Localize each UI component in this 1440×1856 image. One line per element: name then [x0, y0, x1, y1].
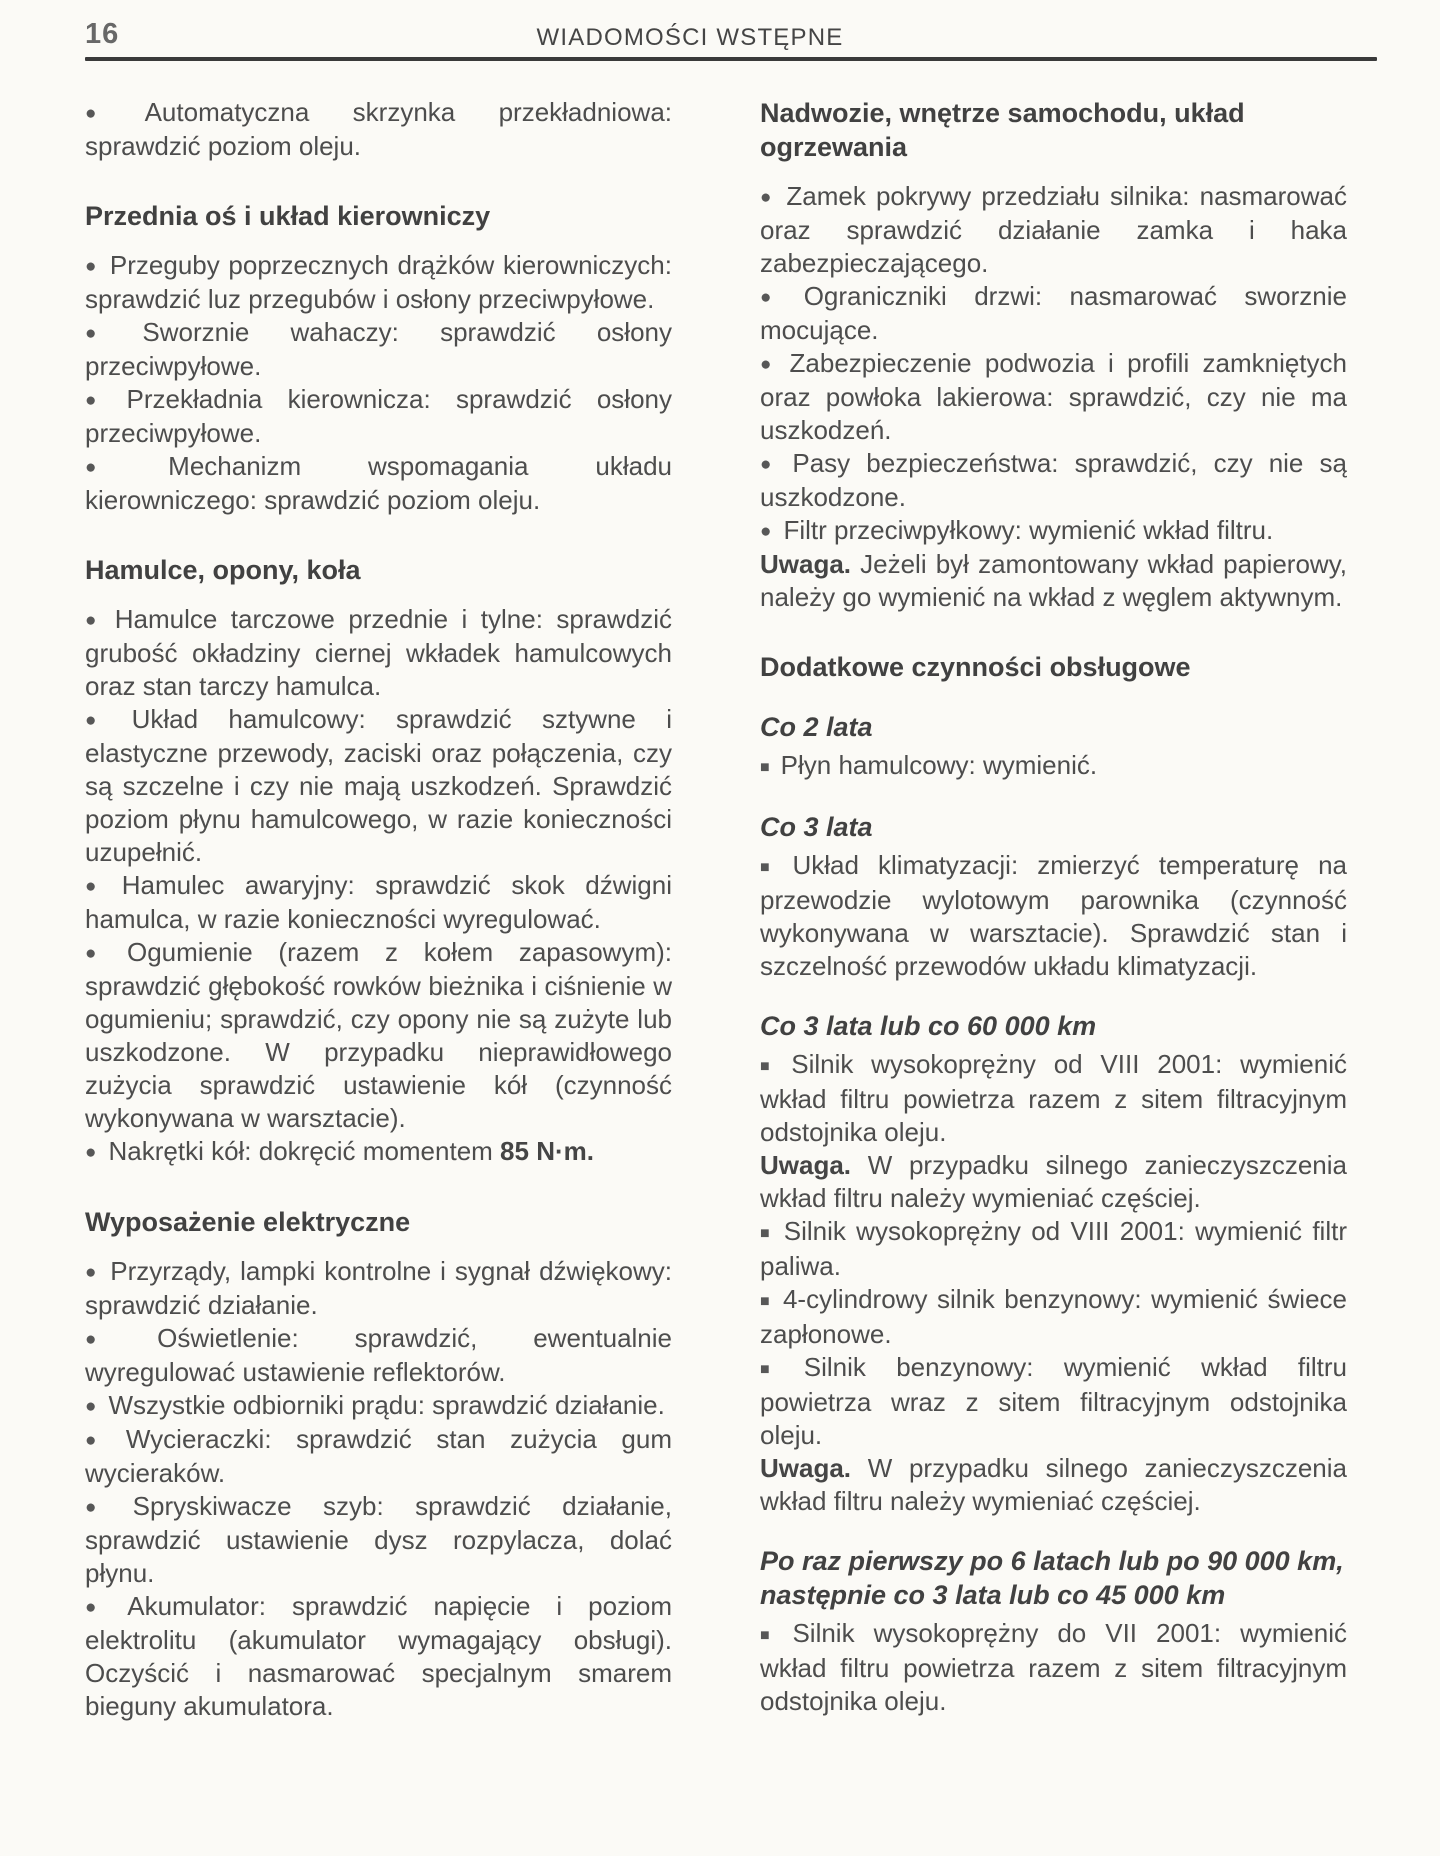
square-bullet-icon: ■ [760, 1627, 782, 1644]
bullet-text: Silnik wysokoprężny do VII 2001: wymienić wkład filtru powietrza razem z sitem filtracyjnym odstojnika oleju. [760, 1618, 1347, 1716]
note-paragraph [760, 1149, 1347, 1215]
bullet-text: Przyrządy, lampki kontrolne i sygnał dźwiękowy: sprawdzić działanie. [85, 1256, 672, 1320]
bullet-text: Zamek pokrywy przedziału silnika: nasmarować oraz sprawdzić działanie zamka i haka zabezpieczającego. [760, 181, 1347, 278]
bullet-text: Silnik wysokoprężny od VIII 2001: wymienić wkład filtru powietrza razem z sitem filtracyjnym odstojnika oleju. [760, 1049, 1348, 1147]
bullet-item [85, 316, 672, 383]
round-bullet-icon: ● [85, 610, 103, 631]
bullet-item [760, 447, 1347, 514]
note-text: Jeżeli był zamontowany wkład papierowy, należy go wymienić na wkład z węglem aktywnym. [760, 549, 1347, 612]
bullet-text: Płyn hamulcowy: wymienić. [780, 750, 1098, 780]
round-bullet-icon: ● [85, 457, 157, 478]
content-columns [85, 96, 1347, 1723]
bullet-item [85, 1389, 672, 1423]
subsection-heading: Po raz pierwszy po 6 latach lub po 90 000 km, następnie co 3 lata lub co 45 000 km [760, 1546, 1344, 1610]
note-text: W przypadku silnego zanieczyszczenia wkład filtru należy wymieniać częściej. [760, 1150, 1347, 1213]
bullet-text: Spryskiwacze szyb: sprawdzić działanie, sprawdzić ustawienie dysz rozpylacza, dolać płynu. [85, 1491, 672, 1588]
square-bullet-icon: ■ [760, 759, 770, 776]
bullet-text: Hamulce tarczowe przednie i tylne: sprawdzić grubość okładziny ciernej wkładek hamulcowych oraz stan tarczy hamulca. [85, 604, 672, 701]
bullet-text: Akumulator: sprawdzić napięcie i poziom elektrolitu (akumulator wymagający obsługi). Oczyścić i nasmarować specjalnym smarem bieguny akumulatora. [85, 1591, 672, 1721]
bullet-text: Mechanizm wspomagania układu kierowniczego: sprawdzić poziom oleju. [85, 451, 672, 515]
bullet-item [85, 1135, 672, 1169]
round-bullet-icon: ● [85, 256, 98, 277]
bullet-text: Ograniczniki drzwi: nasmarować sworznie mocujące. [760, 281, 1347, 345]
section-heading: Wyposażenie elektryczne [85, 1207, 411, 1237]
bullet-text: Filtr przeciwpyłkowy: wymienić wkład filtru. [783, 515, 1274, 545]
bullet-item [760, 1215, 1347, 1283]
section-heading: Hamulce, opony, koła [85, 555, 361, 585]
square-bullet-icon: ■ [760, 1058, 781, 1075]
header-rule [85, 57, 1377, 61]
subsection-heading: Co 3 lata lub co 60 000 km [760, 1011, 1097, 1041]
square-bullet-icon: ■ [760, 859, 782, 876]
column-left [85, 96, 672, 1723]
round-bullet-icon: ● [85, 1430, 114, 1451]
section-heading: Nadwozie, wnętrze samochodu, układ ogrzewania [760, 98, 1245, 162]
bullet-text: Wycieraczki: sprawdzić stan zużycia gum wycieraków. [85, 1424, 672, 1488]
column-right [760, 96, 1347, 1718]
square-bullet-icon: ■ [760, 1225, 773, 1242]
bullet-item [760, 849, 1347, 983]
bullet-text: Wszystkie odbiorniki prądu: sprawdzić działanie. [108, 1390, 665, 1420]
bullet-item [85, 249, 672, 316]
bullet-item [760, 1048, 1347, 1149]
square-bullet-icon: ■ [760, 1361, 793, 1378]
bullet-item [760, 514, 1347, 548]
round-bullet-icon: ● [85, 1262, 99, 1283]
bullet-text: Automatyczna skrzynka przekładniowa: sprawdzić poziom oleju. [85, 97, 673, 161]
bullet-item [760, 749, 1347, 784]
bullet-item [85, 96, 672, 163]
subsection-heading: Co 3 lata [760, 812, 873, 842]
bullet-text: 4-cylindrowy silnik benzynowy: wymienić świece zapłonowe. [760, 1284, 1347, 1349]
bullet-item [760, 347, 1347, 447]
round-bullet-icon: ● [85, 1497, 121, 1518]
note-lead: Uwaga. [760, 1453, 852, 1483]
round-bullet-icon: ● [85, 1597, 116, 1618]
round-bullet-icon: ● [85, 103, 133, 124]
round-bullet-icon: ● [85, 1396, 97, 1417]
round-bullet-icon: ● [85, 1329, 146, 1350]
round-bullet-icon: ● [760, 354, 778, 375]
bullet-item [85, 1255, 672, 1322]
bullet-text: Oświetlenie: sprawdzić, ewentualnie wyregulować ustawienie reflektorów. [85, 1323, 672, 1387]
bullet-text: Przekładnia kierownicza: sprawdzić osłony przeciwpyłowe. [85, 384, 672, 448]
bullet-text: Silnik wysokoprężny od VIII 2001: wymienić filtr paliwa. [760, 1216, 1347, 1281]
bullet-item [85, 1590, 672, 1723]
bullet-text: Przeguby poprzecznych drążków kierowniczych: sprawdzić luz przegubów i osłony przeciwpyłowe. [85, 250, 672, 314]
bullet-item [85, 603, 672, 703]
bullet-item [760, 280, 1347, 347]
bullet-text: Zabezpieczenie podwozia i profili zamkniętych oraz powłoka lakierowa: sprawdzić, czy nie ma uszkodzeń. [760, 348, 1347, 445]
round-bullet-icon: ● [85, 876, 110, 897]
note-lead: Uwaga. [760, 549, 852, 579]
bullet-text: Pasy bezpieczeństwa: sprawdzić, czy nie są uszkodzone. [760, 448, 1347, 512]
bullet-text: Hamulec awaryjny: sprawdzić skok dźwigni hamulca, w razie konieczności wyregulować. [85, 870, 673, 934]
bullet-item [760, 1351, 1347, 1452]
round-bullet-icon: ● [85, 710, 120, 731]
bullet-item [760, 1283, 1347, 1351]
round-bullet-icon: ● [85, 390, 115, 411]
round-bullet-icon: ● [85, 323, 131, 344]
bullet-item [85, 450, 672, 517]
subsection-heading: Co 2 lata [760, 712, 873, 742]
bullet-item [85, 1423, 672, 1490]
bullet-item [760, 1617, 1347, 1718]
section-heading: Dodatkowe czynności obsługowe [760, 652, 1191, 682]
round-bullet-icon: ● [760, 521, 772, 542]
bullet-item [85, 1322, 672, 1389]
bullet-item [85, 1490, 672, 1590]
round-bullet-icon: ● [85, 943, 115, 964]
bullet-item [85, 869, 672, 936]
bullet-item [85, 703, 672, 869]
round-bullet-icon: ● [85, 1142, 97, 1163]
bullet-text: Silnik benzynowy: wymienić wkład filtru powietrza wraz z sitem filtracyjnym odstojnika oleju. [760, 1352, 1347, 1450]
bullet-item [85, 383, 672, 450]
note-lead: Uwaga. [760, 1150, 852, 1180]
note-paragraph [760, 1452, 1347, 1518]
bullet-item [760, 180, 1347, 280]
bullet-text: Układ klimatyzacji: zmierzyć temperaturę na przewodzie wylotowym parownika (czynność wykonywana w warsztacie). Sprawdzić stan i szczelność przewodów układu klimatyzacji. [760, 850, 1347, 981]
bullet-item [85, 936, 672, 1135]
bullet-text: Nakrętki kół: dokręcić momentem [108, 1136, 501, 1166]
page-header-title: WIADOMOŚCI WSTĘPNE [536, 24, 844, 51]
bullet-text: Ogumienie (razem z kołem zapasowym): sprawdzić głębokość rowków bieżnika i ciśnienie w ogumieniu; sprawdzić, czy opony nie są zużyte lub uszkodzone. W przypadku nieprawidłowego zużycia sprawdzić ustawienie kół (czynność wykonywana w warsztacie). [85, 937, 672, 1133]
round-bullet-icon: ● [760, 187, 775, 208]
round-bullet-icon: ● [760, 454, 781, 475]
note-paragraph [760, 548, 1347, 614]
bullet-text: Układ hamulcowy: sprawdzić sztywne i elastyczne przewody, zaciski oraz połączenia, czy są szczelne i czy nie mają uszkodzeń. Sprawdzić poziom płynu hamulcowego, w razie konieczności uzupełnić. [85, 704, 672, 867]
square-bullet-icon: ■ [760, 1293, 772, 1310]
bullet-bold-text: 85 N·m. [500, 1136, 594, 1166]
note-text: W przypadku silnego zanieczyszczenia wkład filtru należy wymieniać częściej. [760, 1453, 1347, 1516]
page-number: 16 [85, 18, 120, 50]
section-heading: Przednia oś i układ kierowniczy [85, 201, 491, 231]
bullet-text: Sworznie wahaczy: sprawdzić osłony przeciwpyłowe. [85, 317, 672, 381]
round-bullet-icon: ● [760, 287, 792, 308]
